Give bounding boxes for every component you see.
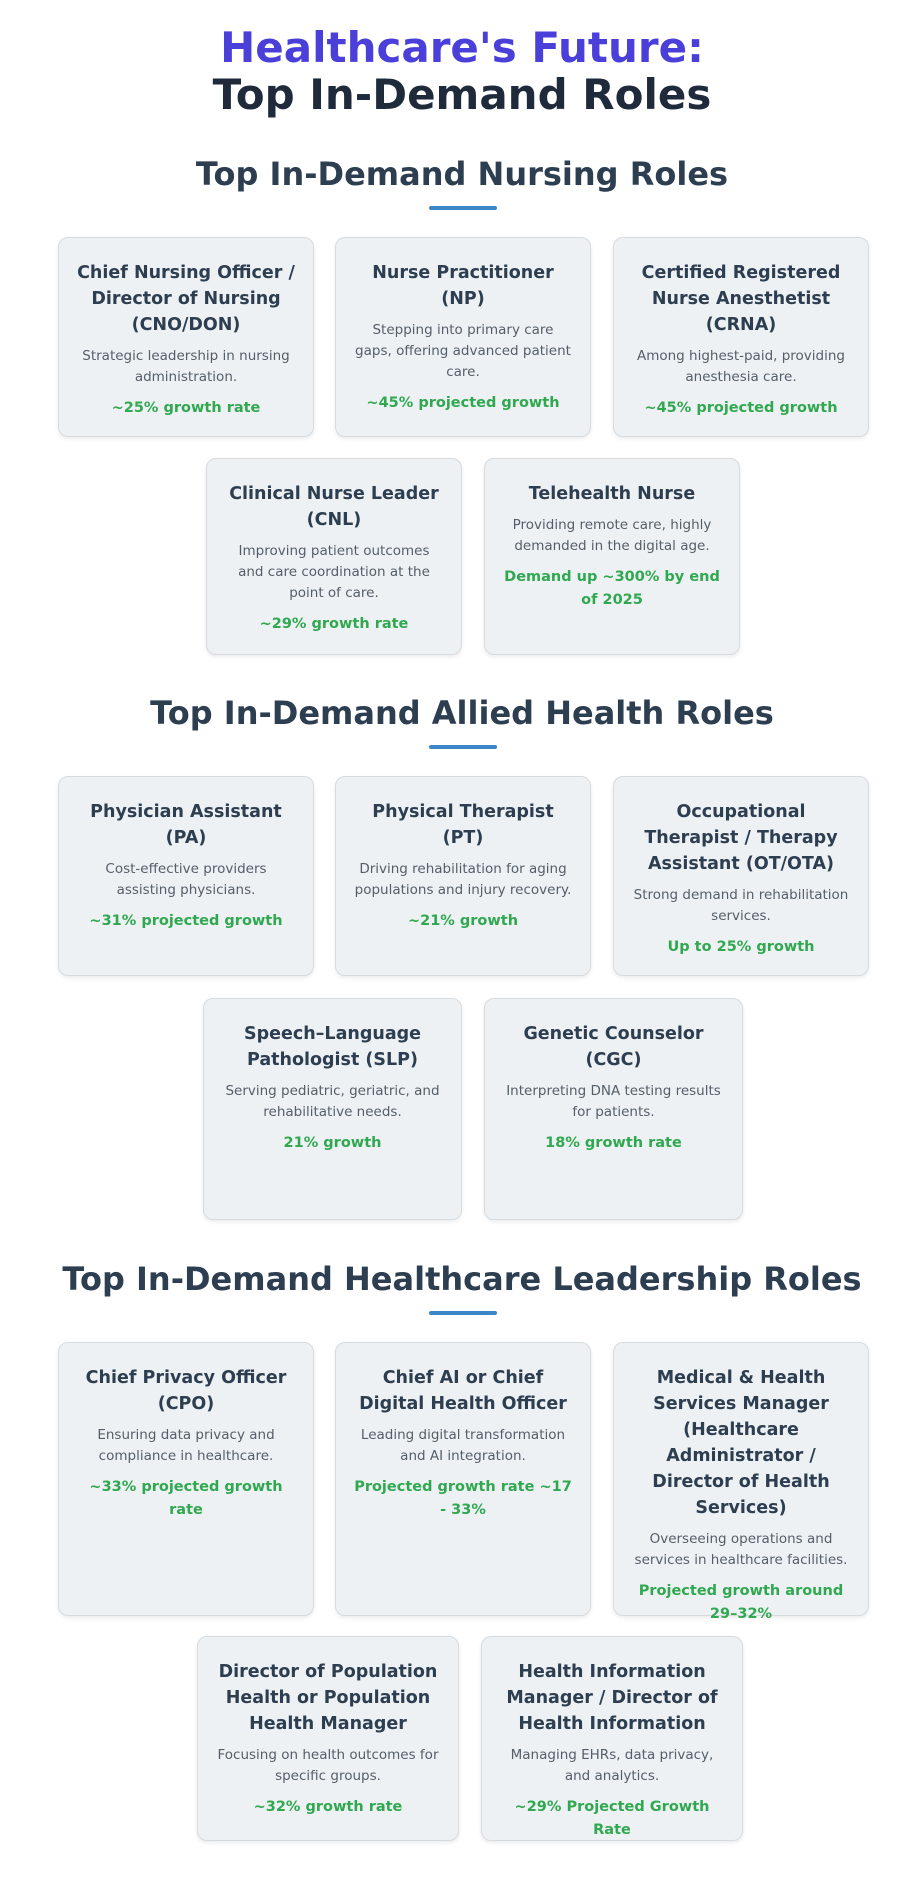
role-card-population-health (197, 1636, 459, 1841)
role-description: Driving rehabilitation for aging populations and injury recovery. (354, 861, 572, 898)
role-growth: ~45% projected growth (366, 395, 560, 411)
role-description: Improving patient outcomes and care coordination at the point of care. (238, 543, 430, 601)
section-heading-leadership: Top In-Demand Healthcare Leadership Roles (62, 1260, 862, 1298)
role-title: Genetic Counselor (CGC) (523, 1024, 704, 1070)
section-underline-allied-health (429, 745, 497, 749)
role-growth: ~31% projected growth (89, 913, 283, 929)
role-title: Chief Privacy Officer (CPO) (85, 1368, 287, 1414)
role-card-health-services-manager (613, 1342, 869, 1622)
role-description: Stepping into primary care gaps, offering advanced patient care. (355, 322, 571, 380)
role-card-crna (613, 237, 869, 437)
role-title: Medical & Health Services Manager (Healthcare Administrator / Director of Health Services) (652, 1368, 830, 1518)
role-card-cgc (484, 998, 743, 1220)
role-card-cdo (335, 1342, 591, 1616)
role-growth: ~32% growth rate (253, 1799, 403, 1815)
role-growth: Demand up ~300% by end of 2025 (504, 569, 720, 608)
title-line-1: Healthcare's Future: (220, 23, 704, 72)
role-title: Certified Registered Nurse Anesthetist (CRNA) (641, 263, 841, 335)
role-description: Interpreting DNA testing results for patients. (506, 1083, 721, 1120)
role-title: Director of Population Health or Population Health Manager (218, 1662, 438, 1734)
role-description: Managing EHRs, data privacy, and analytics. (510, 1747, 714, 1784)
section-underline-leadership (429, 1311, 497, 1315)
role-growth: ~45% projected growth (644, 400, 838, 416)
role-description: Serving pediatric, geriatric, and rehabilitative needs. (225, 1083, 440, 1120)
role-card-pa (58, 776, 314, 976)
role-description: Strategic leadership in nursing administration. (82, 348, 290, 385)
role-card-ot (613, 776, 869, 976)
role-card-cno (58, 237, 314, 437)
role-growth: ~29% Projected Growth Rate (514, 1799, 710, 1838)
role-title: Clinical Nurse Leader (CNL) (229, 484, 439, 530)
role-card-health-information (481, 1636, 743, 1841)
role-description: Ensuring data privacy and compliance in healthcare. (97, 1427, 275, 1464)
role-title: Speech–Language Pathologist (SLP) (243, 1024, 422, 1070)
role-description: Providing remote care, highly demanded in the digital age. (512, 517, 712, 554)
role-title: Physician Assistant (PA) (90, 802, 282, 848)
role-card-cnl (206, 458, 462, 655)
role-growth: Up to 25% growth (667, 939, 815, 955)
page-title (0, 0, 924, 118)
title-line-2: Top In-Demand Roles (212, 70, 712, 119)
role-card-cpo (58, 1342, 314, 1616)
role-title: Chief AI or Chief Digital Health Officer (359, 1368, 567, 1414)
role-growth: Projected growth around 29–32% (638, 1583, 844, 1622)
role-description: Overseeing operations and services in healthcare facilities. (634, 1531, 848, 1568)
role-description: Cost-effective providers assisting physicians. (105, 861, 267, 898)
role-card-slp (203, 998, 462, 1220)
role-growth: ~29% growth rate (259, 616, 409, 632)
role-title: Telehealth Nurse (528, 484, 696, 504)
role-growth: Projected growth rate ~17 - 33% (354, 1479, 572, 1518)
role-description: Focusing on health outcomes for specific groups. (217, 1747, 439, 1784)
role-description: Leading digital transformation and AI integration. (360, 1427, 566, 1464)
section-heading-nursing: Top In-Demand Nursing Roles (195, 155, 729, 193)
role-description: Among highest-paid, providing anesthesia care. (636, 348, 845, 385)
role-description: Strong demand in rehabilitation services. (633, 887, 849, 924)
section-underline-nursing (429, 206, 497, 210)
role-growth: 18% growth rate (545, 1135, 682, 1151)
role-growth: ~21% growth (407, 913, 519, 929)
role-title: Health Information Manager / Director of Health Information (506, 1662, 718, 1734)
role-title: Chief Nursing Officer / Director of Nursing (CNO/DON) (77, 263, 295, 335)
section-heading-allied-health: Top In-Demand Allied Health Roles (150, 694, 774, 732)
role-card-np (335, 237, 591, 437)
role-card-pt (335, 776, 591, 976)
role-growth: ~33% projected growth rate (89, 1479, 283, 1518)
role-title: Physical Therapist (PT) (372, 802, 554, 848)
role-card-telehealth (484, 458, 740, 655)
role-growth: ~25% growth rate (111, 400, 261, 416)
role-growth: 21% growth (283, 1135, 382, 1151)
role-title: Occupational Therapist / Therapy Assistant (OT/OTA) (644, 802, 838, 874)
role-title: Nurse Practitioner (NP) (372, 263, 554, 309)
